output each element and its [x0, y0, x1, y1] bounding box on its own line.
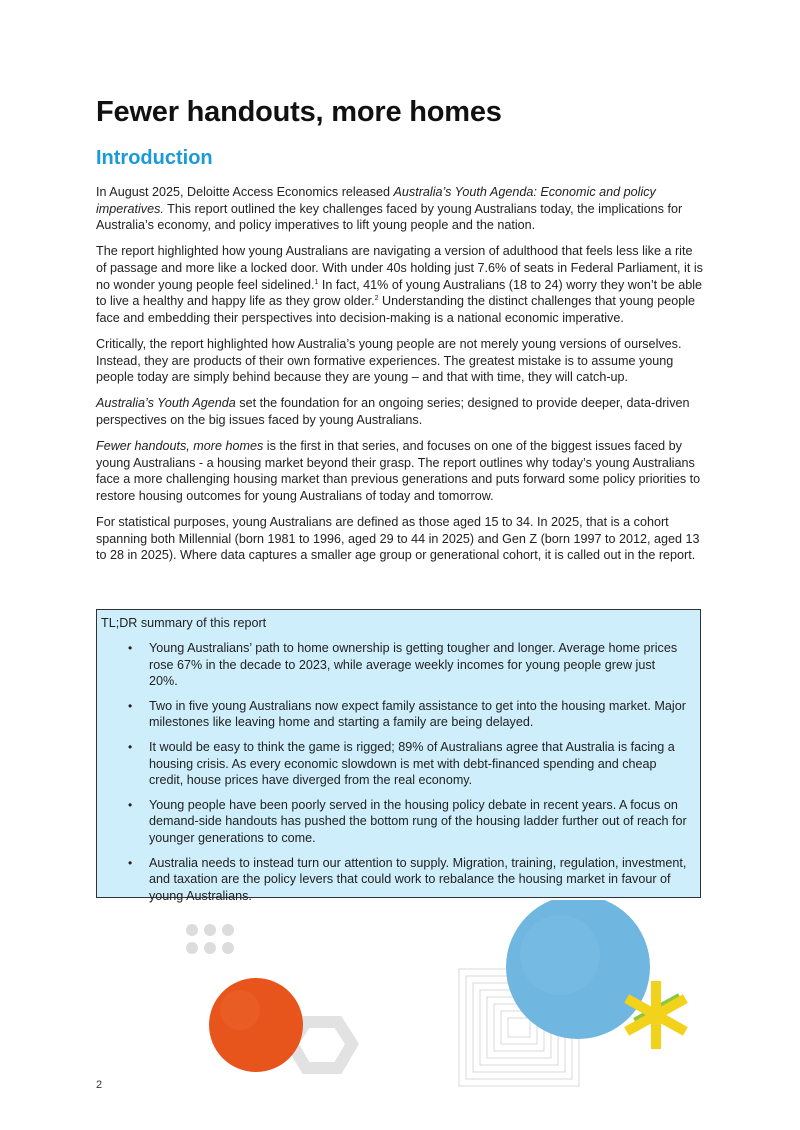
paragraph-5	[96, 438, 706, 504]
page-number: 2	[96, 1079, 103, 1091]
paragraph-4	[96, 395, 706, 428]
list-item-text: Young Australians’ path to home ownership is getting tougher and longer. Average home prices rose 67% in the decade to 2023, while average weekly incomes for young people grew just 20%.	[149, 641, 678, 689]
paragraph-2	[96, 243, 706, 326]
report-title-italic: Australia’s Youth Agenda	[96, 396, 236, 411]
text-run: In August 2025, Deloitte Access Economics released	[96, 185, 394, 199]
list-item-text: Australia needs to instead turn our attention to supply. Migration, training, regulation, investment, and taxation are the policy levers that could work to rebalance the housing market in favour of young Australians.	[149, 855, 687, 903]
paragraph-6: For statistical purposes, young Australians are defined as those aged 15 to 34. In 2025, that is a cohort spanning both Millennial (born 1981 to 1996, aged 29 to 44 in 2025) and Gen Z (born 1997 to 2012, aged 13 to 28 in 2025). Where data captures a smaller age group or generational cohort, it is called out in the report.	[96, 515, 700, 563]
bullet-icon: •	[128, 698, 133, 713]
footnote-ref-2[interactable]: 2	[374, 294, 379, 302]
text-run: is the first in that series, and focuses on one of the biggest issues faced by young Australians - a housing market beyond their grasp. The report outlines why today’s young Australians face a more challenging housing market than previous generations and puts forward some policy priorities to restore housing outcomes for young Australians of today and tomorrow.	[96, 439, 701, 503]
text-run: set the foundation for an ongoing series; designed to provide deeper, data-driven perspectives on the big issues faced by young Australians.	[96, 396, 690, 427]
list-item-text: It would be easy to think the game is rigged; 89% of Australians agree that Australia is facing a housing crisis. As every economic slowdown is met with debt-financed spending and cheap credit, house prices have diverged from the real economy.	[149, 739, 675, 788]
tldr-title: TL;DR summary of this report	[101, 616, 267, 630]
paragraph-1	[96, 184, 706, 234]
orange-circle	[209, 978, 303, 1072]
decorative-graphics	[0, 900, 800, 1100]
page-title: Fewer handouts, more homes	[96, 96, 502, 128]
list-item	[97, 797, 687, 847]
report-title-italic: Fewer handouts, more homes	[96, 439, 264, 454]
section-heading: Introduction	[96, 147, 213, 169]
text-run: Understanding the distinct challenges that young people face and embedding their perspectives into decision-making is a national economic imperative.	[96, 294, 696, 325]
blue-circle	[506, 900, 650, 1039]
dot-grid-icon	[186, 924, 234, 954]
list-item	[97, 640, 687, 690]
tldr-list	[97, 640, 687, 912]
list-item	[97, 855, 687, 905]
list-item	[97, 698, 687, 731]
list-item-text: Two in five young Australians now expect family assistance to get into the housing market. Major milestones like leaving home and starting a family are being delayed.	[149, 698, 686, 730]
text-run: In fact, 41% of young Australians (18 to 24) worry they won’t be able to live a healthy and happy life as they grow older.	[96, 277, 702, 309]
bullet-icon: •	[128, 739, 133, 754]
bullet-icon: •	[128, 641, 133, 655]
paragraph-3: Critically, the report highlighted how Australia’s young people are not merely young versions of ourselves. Instead, they are products of their own formative experiences. The greatest mistake is to assume young people today are simply behind because they are young – and that with time, they will catch-up.	[96, 336, 682, 385]
tldr-summary-box	[96, 609, 701, 903]
text-run: This report outlined the key challenges faced by young Australians today, the implications for Australia’s economy, and policy imperatives to lift young people and the nation.	[96, 201, 683, 233]
text-run: The report highlighted how young Australians are navigating a version of adulthood that feels less like a rite of passage and more like a locked door. With under 40s holding just 7.6% of seats in Federal Parliament, it is no wonder young people feel sidelined.	[96, 244, 703, 292]
report-title-italic: Australia’s Youth Agenda: Economic and policy imperatives.	[96, 185, 656, 216]
list-item	[97, 739, 687, 789]
list-item-text: Young people have been poorly served in the housing policy debate in recent years. A focus on demand-side handouts has pushed the bottom rung of the housing ladder further out of reach for younger generations to come.	[149, 797, 687, 845]
bullet-icon: •	[128, 855, 133, 870]
footnote-ref-1[interactable]: 1	[314, 278, 319, 286]
bullet-icon: •	[128, 797, 133, 812]
intro-body	[96, 184, 706, 573]
